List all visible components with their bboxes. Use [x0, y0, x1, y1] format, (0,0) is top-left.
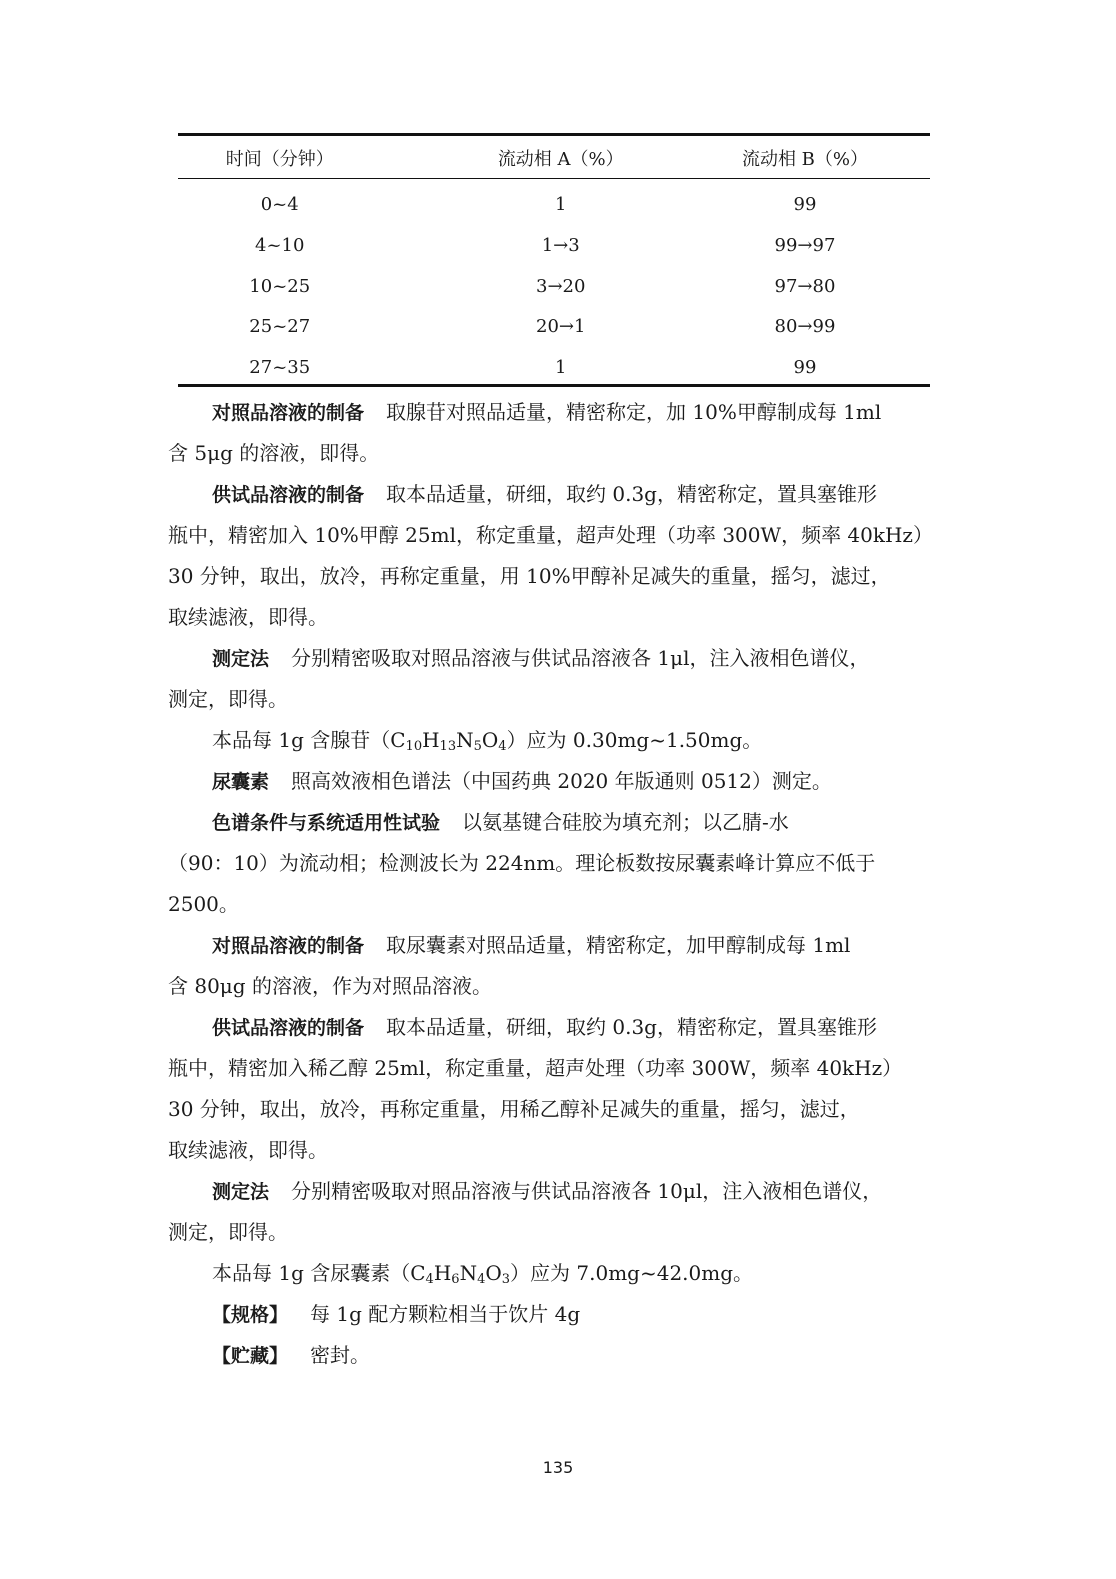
subscript: 6: [451, 1272, 460, 1287]
cell-time: 25~27: [249, 316, 311, 337]
section-heading: 尿囊素: [212, 771, 270, 793]
paragraph-assay-2: [212, 1176, 882, 1206]
subscript: 4: [477, 1272, 486, 1287]
cell-phase-a: 1: [555, 194, 567, 215]
table-header-rule: [178, 178, 930, 179]
paragraph-chromatographic-conditions: [212, 807, 789, 837]
paragraph-allantoin: [212, 766, 832, 796]
cell-time: 10~25: [249, 276, 311, 297]
paragraph-line: 测定，即得。: [168, 1220, 288, 1244]
paragraph-line: 取续滤液，即得。: [168, 605, 328, 629]
subscript: 4: [425, 1272, 434, 1287]
text-segment: 本品每 1g 含尿囊素（C: [212, 1261, 426, 1285]
subscript: 13: [439, 739, 457, 754]
cell-time: 0~4: [260, 194, 299, 215]
paragraph-text: 取本品适量，研细，取约 0.3g，精密称定，置具塞锥形: [386, 482, 877, 506]
subscript: 10: [405, 739, 423, 754]
paragraph-test-solution-1: [212, 479, 877, 509]
text-segment: H: [433, 1261, 452, 1285]
cell-time: 27~35: [249, 357, 311, 378]
cell-phase-b: 80→99: [774, 316, 836, 337]
cell-phase-b: 99: [793, 194, 817, 215]
subscript: 4: [498, 739, 507, 754]
text-segment: 本品每 1g 含腺苷（C: [212, 728, 406, 752]
table-row: [178, 353, 930, 383]
paragraph-line: 瓶中，精密加入 10%甲醇 25ml，称定重量，超声处理（功率 300W，频率 40kHz）: [168, 523, 933, 547]
header-phase-b: 流动相 B（%）: [741, 149, 869, 170]
text-segment: O: [481, 728, 499, 752]
cell-phase-b: 99: [793, 357, 817, 378]
paragraph-line: 2500。: [168, 892, 239, 916]
section-heading: 对照品溶液的制备: [212, 402, 365, 424]
text-segment: N: [459, 1261, 478, 1285]
cell-phase-a: 20→1: [536, 316, 586, 337]
paragraph-text: 以氨基键合硅胶为填充剂；以乙腈-水: [462, 810, 789, 834]
header-time: 时间（分钟）: [225, 149, 334, 170]
paragraph-line: 取续滤液，即得。: [168, 1138, 328, 1162]
paragraph-text: 取腺苷对照品适量，精密称定，加 10%甲醇制成每 1ml: [386, 400, 882, 424]
cell-time: 4~10: [255, 235, 305, 256]
section-heading: 测定法: [212, 1181, 270, 1203]
paragraph-test-solution-2: [212, 1012, 877, 1042]
paragraph-line: 测定，即得。: [168, 687, 288, 711]
cell-phase-a: 1: [555, 357, 567, 378]
text-segment: O: [485, 1261, 502, 1285]
paragraph-specification: [212, 1299, 580, 1329]
cell-phase-b: 99→97: [774, 235, 836, 256]
cell-phase-a: 1→3: [541, 235, 580, 256]
paragraph-text: 照高效液相色谱法（中国药典 2020 年版通则 0512）测定。: [291, 769, 832, 793]
section-heading: 供试品溶液的制备: [212, 484, 365, 506]
paragraph-text: 取本品适量，研细，取约 0.3g，精密称定，置具塞锥形: [386, 1015, 877, 1039]
table-header-row: [178, 145, 930, 175]
page-number: 135: [542, 1458, 574, 1477]
paragraph-reference-solution-1: [212, 397, 881, 427]
subscript: 5: [473, 739, 482, 754]
section-heading: 色谱条件与系统适用性试验: [212, 812, 441, 834]
paragraph-reference-solution-2: [212, 930, 850, 960]
paragraph-assay-1: [212, 643, 870, 673]
table-row: [178, 190, 930, 220]
text-segment: ）应为 7.0mg~42.0mg。: [510, 1261, 754, 1285]
section-heading: 对照品溶液的制备: [212, 935, 365, 957]
paragraph-content-adenosine: [212, 725, 762, 755]
paragraph-line: 30 分钟，取出，放冷，再称定重量，用 10%甲醇补足减失的重量，摇匀，滤过，: [168, 564, 891, 588]
section-heading: 【贮藏】: [212, 1345, 289, 1367]
table-row: [178, 272, 930, 302]
section-heading: 供试品溶液的制备: [212, 1017, 365, 1039]
paragraph-text: 每 1g 配方颗粒相当于饮片 4g: [310, 1302, 581, 1326]
cell-phase-b: 97→80: [774, 276, 836, 297]
paragraph-line: 含 5μg 的溶液，即得。: [168, 441, 380, 465]
paragraph-storage: [212, 1340, 370, 1370]
paragraph-text: 密封。: [310, 1343, 371, 1367]
section-heading: 测定法: [212, 648, 270, 670]
table-row: [178, 231, 930, 261]
paragraph-text: 分别精密吸取对照品溶液与供试品溶液各 10μl，注入液相色谱仪，: [291, 1179, 883, 1203]
cell-phase-a: 3→20: [536, 276, 586, 297]
paragraph-line: （90：10）为流动相；检测波长为 224nm。理论板数按尿囊素峰计算应不低于: [168, 851, 876, 875]
text-segment: ）应为 0.30mg~1.50mg。: [506, 728, 763, 752]
section-heading: 【规格】: [212, 1304, 289, 1326]
text-segment: H: [422, 728, 440, 752]
paragraph-content-allantoin: [212, 1258, 753, 1288]
paragraph-line: 瓶中，精密加入稀乙醇 25ml，称定重量，超声处理（功率 300W，频率 40kHz）: [168, 1056, 903, 1080]
gradient-table: [178, 133, 930, 387]
table-bottom-rule: [178, 384, 930, 387]
table-top-rule: [178, 133, 930, 136]
text-segment: N: [456, 728, 474, 752]
paragraph-text: 取尿囊素对照品适量，精密称定，加甲醇制成每 1ml: [386, 933, 851, 957]
table-row: [178, 312, 930, 342]
header-phase-a: 流动相 A（%）: [497, 149, 624, 170]
paragraph-text: 分别精密吸取对照品溶液与供试品溶液各 1μl，注入液相色谱仪，: [291, 646, 870, 670]
subscript: 3: [501, 1272, 511, 1287]
paragraph-line: 含 80μg 的溶液，作为对照品溶液。: [168, 974, 492, 998]
paragraph-line: 30 分钟，取出，放冷，再称定重量，用稀乙醇补足减失的重量，摇匀，滤过，: [168, 1097, 860, 1121]
